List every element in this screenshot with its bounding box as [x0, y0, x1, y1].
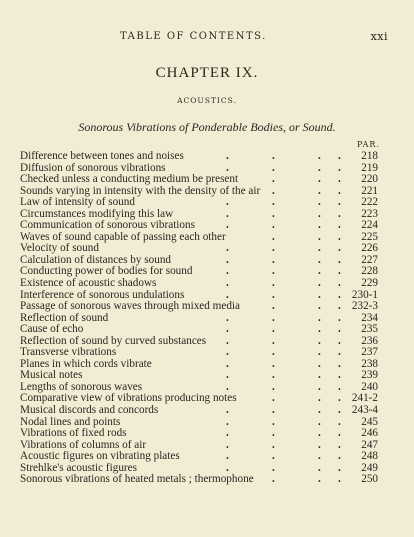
entry-title: Strehlke's acoustic figures — [20, 461, 137, 474]
leader-dot: . — [226, 311, 229, 324]
contents-entry — [20, 151, 378, 163]
leader-dot: . — [226, 161, 229, 174]
entry-paragraph-number: 240 — [361, 380, 378, 393]
leader-dot: . — [318, 461, 321, 474]
entry-title: Musical discords and concords — [20, 404, 159, 417]
entry-paragraph-number: 238 — [361, 357, 378, 370]
entry-paragraph-number: 250 — [361, 473, 378, 486]
leader-dot: . — [272, 334, 275, 347]
leader-dot: . — [318, 311, 321, 324]
leader-dot: . — [318, 450, 321, 463]
leader-dot: . — [272, 369, 275, 382]
leader-dot: . — [226, 196, 229, 209]
leader-dot: . — [272, 161, 275, 174]
leader-dot: . — [338, 323, 341, 336]
entry-title: Transverse vibrations — [20, 346, 117, 359]
leader-dot: . — [272, 242, 275, 255]
leader-dot: . — [318, 392, 321, 405]
entry-title: Passage of sonorous waves through mixed media — [20, 300, 240, 313]
leader-dot: . — [318, 415, 321, 428]
entry-title: Cause of echo — [20, 323, 84, 336]
entry-title: Checked unless a conducting medium be present — [20, 173, 239, 186]
leader-dot: . — [338, 357, 341, 370]
leader-dot: . — [272, 461, 275, 474]
entry-title: Diffusion of sonorous vibrations — [20, 161, 166, 174]
leader-dot: . — [318, 196, 321, 209]
leader-dot: . — [226, 253, 229, 266]
leader-dot: . — [318, 150, 321, 162]
leader-dot: . — [226, 450, 229, 463]
leader-dot: . — [338, 242, 341, 255]
leader-dot: . — [272, 253, 275, 266]
contents-entry — [20, 301, 378, 313]
leader-dot: . — [226, 357, 229, 370]
entry-title: Reflection of sound by curved substances — [20, 334, 207, 347]
leader-dot: . — [272, 207, 275, 220]
entry-title: Reflection of sound — [20, 311, 109, 324]
leader-dot: . — [272, 323, 275, 336]
entry-paragraph-number: 247 — [361, 438, 378, 451]
leader-dot: . — [318, 346, 321, 359]
leader-dot: . — [338, 427, 341, 440]
entry-paragraph-number: 235 — [361, 323, 378, 336]
leader-dot: . — [338, 230, 341, 243]
leader-dot: . — [272, 230, 275, 243]
leader-dot: . — [226, 404, 229, 417]
subsection-heading: Sonorous Vibrations of Ponderable Bodies, or Sound. — [78, 120, 336, 134]
leader-dot: . — [272, 277, 275, 290]
leader-dot: . — [226, 369, 229, 382]
entry-paragraph-number: 241-2 — [351, 392, 378, 405]
entry-title: Interference of sonorous undulations — [20, 288, 185, 301]
entry-paragraph-number: 224 — [361, 219, 378, 232]
entry-paragraph-number: 220 — [361, 173, 378, 186]
leader-dot: . — [338, 277, 341, 290]
leader-dot: . — [272, 450, 275, 463]
entry-title: Sounds varying in intensity with the density of the air — [20, 184, 261, 197]
leader-dot: . — [226, 427, 229, 440]
leader-dot: . — [338, 404, 341, 417]
leader-dot: . — [318, 230, 321, 243]
leader-dot: . — [272, 392, 275, 405]
leader-dot: . — [338, 196, 341, 209]
entry-title: Vibrations of columns of air — [20, 438, 147, 451]
leader-dot: . — [338, 473, 341, 486]
leader-dot: . — [338, 219, 341, 232]
entry-paragraph-number: 223 — [361, 207, 378, 220]
leader-dot: . — [338, 438, 341, 451]
entry-title: Comparative view of vibrations producing notes — [20, 392, 237, 405]
entry-paragraph-number: 243-4 — [351, 404, 378, 417]
leader-dot: . — [226, 323, 229, 336]
leader-dot: . — [338, 392, 341, 405]
leader-dot: . — [338, 265, 341, 278]
leader-dot: . — [226, 346, 229, 359]
leader-dot: . — [272, 380, 275, 393]
leader-dot: . — [318, 265, 321, 278]
leader-dot: . — [272, 288, 275, 301]
leader-dot: . — [318, 207, 321, 220]
leader-dot: . — [338, 461, 341, 474]
leader-dot: . — [272, 265, 275, 278]
leader-dot: . — [318, 277, 321, 290]
leader-dot: . — [338, 300, 341, 313]
leader-dot: . — [272, 150, 275, 162]
leader-dot: . — [318, 219, 321, 232]
entry-title: Law of intensity of sound — [20, 196, 135, 209]
leader-dot: . — [226, 438, 229, 451]
entry-title: Waves of sound capable of passing each other — [20, 230, 226, 243]
entry-paragraph-number: 219 — [361, 161, 378, 174]
contents-entry — [20, 174, 378, 186]
leader-dot: . — [318, 184, 321, 197]
running-head-title: TABLE OF CONTENTS. — [120, 31, 267, 42]
leader-dot: . — [338, 334, 341, 347]
leader-dot: . — [318, 323, 321, 336]
entry-title: Difference between tones and noises — [20, 150, 184, 162]
entry-paragraph-number: 246 — [361, 427, 378, 440]
leader-dot: . — [226, 277, 229, 290]
leader-dot: . — [338, 380, 341, 393]
leader-dot: . — [338, 253, 341, 266]
leader-dot: . — [318, 253, 321, 266]
leader-dot: . — [272, 311, 275, 324]
entry-paragraph-number: 248 — [361, 450, 378, 463]
entry-title: Musical notes — [20, 369, 83, 382]
contents-list — [20, 151, 378, 486]
page-number: xxi — [370, 30, 388, 43]
leader-dot: . — [338, 288, 341, 301]
leader-dot: . — [338, 311, 341, 324]
leader-dot: . — [272, 427, 275, 440]
leader-dot: . — [318, 242, 321, 255]
leader-dot: . — [226, 150, 229, 162]
entry-title: Planes in which cords vibrate — [20, 357, 152, 370]
leader-dot: . — [318, 161, 321, 174]
contents-entry — [20, 428, 378, 440]
leader-dot: . — [226, 461, 229, 474]
leader-dot: . — [338, 369, 341, 382]
leader-dot: . — [318, 369, 321, 382]
entry-paragraph-number: 227 — [361, 253, 378, 266]
leader-dot: . — [318, 173, 321, 186]
leader-dot: . — [272, 438, 275, 451]
entry-paragraph-number: 249 — [361, 461, 378, 474]
entry-paragraph-number: 236 — [361, 334, 378, 347]
entry-paragraph-number: 234 — [361, 311, 378, 324]
entry-title: Conducting power of bodies for sound — [20, 265, 193, 278]
entry-paragraph-number: 237 — [361, 346, 378, 359]
entry-title: Circumstances modifying this law — [20, 207, 174, 220]
chapter-heading: CHAPTER IX. — [155, 65, 259, 81]
paragraph-column-header: PAR. — [357, 140, 380, 149]
entry-title: Sonorous vibrations of heated metals ; thermophone — [20, 473, 254, 486]
leader-dot: . — [338, 415, 341, 428]
leader-dot: . — [226, 219, 229, 232]
leader-dot: . — [272, 415, 275, 428]
leader-dot: . — [318, 473, 321, 486]
leader-dot: . — [338, 161, 341, 174]
contents-entry — [20, 405, 378, 417]
leader-dot: . — [338, 150, 341, 162]
entry-title: Existence of acoustic shadows — [20, 277, 157, 290]
entry-title: Lengths of sonorous waves — [20, 380, 143, 393]
leader-dot: . — [226, 207, 229, 220]
leader-dot: . — [272, 346, 275, 359]
leader-dot: . — [318, 404, 321, 417]
leader-dot: . — [318, 300, 321, 313]
leader-dot: . — [318, 288, 321, 301]
entry-paragraph-number: 239 — [361, 369, 378, 382]
entry-paragraph-number: 232-3 — [351, 300, 378, 313]
leader-dot: . — [272, 357, 275, 370]
entry-title: Acoustic figures on vibrating plates — [20, 450, 180, 463]
entry-paragraph-number: 229 — [361, 277, 378, 290]
contents-entry — [20, 278, 378, 290]
entry-title: Nodal lines and points — [20, 415, 121, 428]
entry-paragraph-number: 245 — [361, 415, 378, 428]
leader-dot: . — [318, 427, 321, 440]
leader-dot: . — [272, 404, 275, 417]
leader-dot: . — [318, 334, 321, 347]
entry-title: Velocity of sound — [20, 242, 99, 255]
leader-dot: . — [226, 265, 229, 278]
leader-dot: . — [272, 196, 275, 209]
entry-paragraph-number: 222 — [361, 196, 378, 209]
leader-dot: . — [338, 450, 341, 463]
section-heading: ACOUSTICS. — [177, 96, 237, 105]
leader-dot: . — [318, 380, 321, 393]
leader-dot: . — [338, 207, 341, 220]
leader-dot: . — [338, 184, 341, 197]
leader-dot: . — [226, 415, 229, 428]
leader-dot: . — [338, 173, 341, 186]
leader-dot: . — [226, 334, 229, 347]
leader-dot: . — [272, 173, 275, 186]
entry-paragraph-number: 218 — [361, 150, 378, 162]
entry-paragraph-number: 226 — [361, 242, 378, 255]
leader-dot: . — [338, 346, 341, 359]
entry-paragraph-number: 225 — [361, 230, 378, 243]
contents-entry — [20, 474, 378, 486]
leader-dot: . — [272, 184, 275, 197]
entry-title: Calculation of distances by sound — [20, 253, 172, 266]
leader-dot: . — [318, 438, 321, 451]
leader-dot: . — [226, 242, 229, 255]
entry-paragraph-number: 230-1 — [351, 288, 378, 301]
contents-entry — [20, 197, 378, 209]
leader-dot: . — [272, 473, 275, 486]
leader-dot: . — [318, 357, 321, 370]
leader-dot: . — [272, 300, 275, 313]
entry-title: Communication of sonorous vibrations — [20, 219, 195, 232]
leader-dot: . — [226, 380, 229, 393]
entry-paragraph-number: 221 — [361, 184, 378, 197]
leader-dot: . — [272, 219, 275, 232]
leader-dot: . — [226, 288, 229, 301]
entry-title: Vibrations of fixed rods — [20, 427, 127, 440]
entry-paragraph-number: 228 — [361, 265, 378, 278]
